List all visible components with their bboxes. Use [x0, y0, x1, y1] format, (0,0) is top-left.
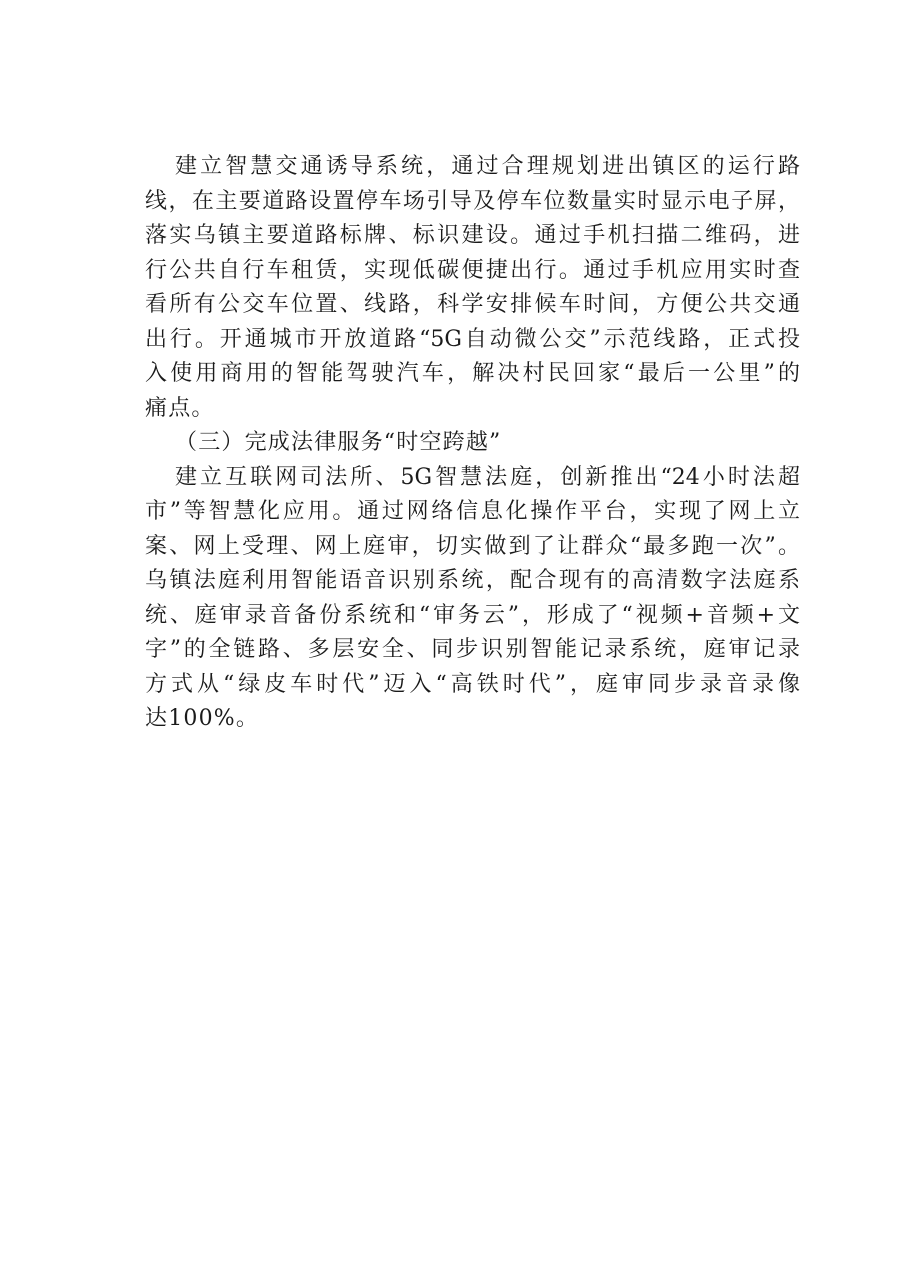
paragraph-line: 达100%。 — [145, 706, 260, 731]
paragraph-line: 出行。开通城市开放道路“5G自动微公交”示范线路，正式投 — [145, 326, 800, 352]
paragraph-line: 案、网上受理、网上庭审，切实做到了让群众“最多跑一次”。 — [145, 533, 800, 559]
paragraph-line: 市”等智慧化应用。通过网络信息化操作平台，实现了网上立 — [145, 499, 800, 524]
paragraph-line: 建立智慧交通诱导系统，通过合理规划进出镇区的运行路 — [175, 154, 800, 179]
paragraph-line: 乌镇法庭利用智能语音识别系统，配合现有的高清数字法庭系 — [145, 568, 800, 593]
paragraph-legal-services — [145, 461, 800, 737]
paragraph-line: 统、庭审录音备份系统和“审务云”，形成了“视频+音频+文 — [145, 602, 800, 628]
paragraph-line: 方式从“绿皮车时代”迈入“高铁时代”，庭审同步录音录像 — [145, 671, 800, 697]
paragraph-line: 看所有公交车位置、线路，科学安排候车时间，方便公共交通 — [145, 292, 800, 317]
paragraph-line: 线，在主要道路设置停车场引导及停车位数量实时显示电子屏， — [145, 188, 800, 214]
paragraph-line: 字”的全链路、多层安全、同步识别智能记录系统，庭审记录 — [145, 637, 800, 662]
paragraph-line: 行公共自行车租赁，实现低碳便捷出行。通过手机应用实时查 — [145, 257, 800, 283]
paragraph-line: 建立互联网司法所、5G智慧法庭，创新推出“24小时法超 — [175, 464, 800, 490]
section-heading: （三）完成法律服务“时空跨越” — [175, 430, 502, 455]
paragraph-line: 入使用商用的智能驾驶汽车，解决村民回家“最后一公里”的 — [145, 361, 800, 386]
paragraph-line: 痛点。 — [145, 395, 215, 421]
paragraph-smart-transport — [145, 150, 800, 426]
document-body — [145, 150, 800, 737]
paragraph-line: 落实乌镇主要道路标牌、标识建设。通过手机扫描二维码，进 — [145, 223, 800, 248]
